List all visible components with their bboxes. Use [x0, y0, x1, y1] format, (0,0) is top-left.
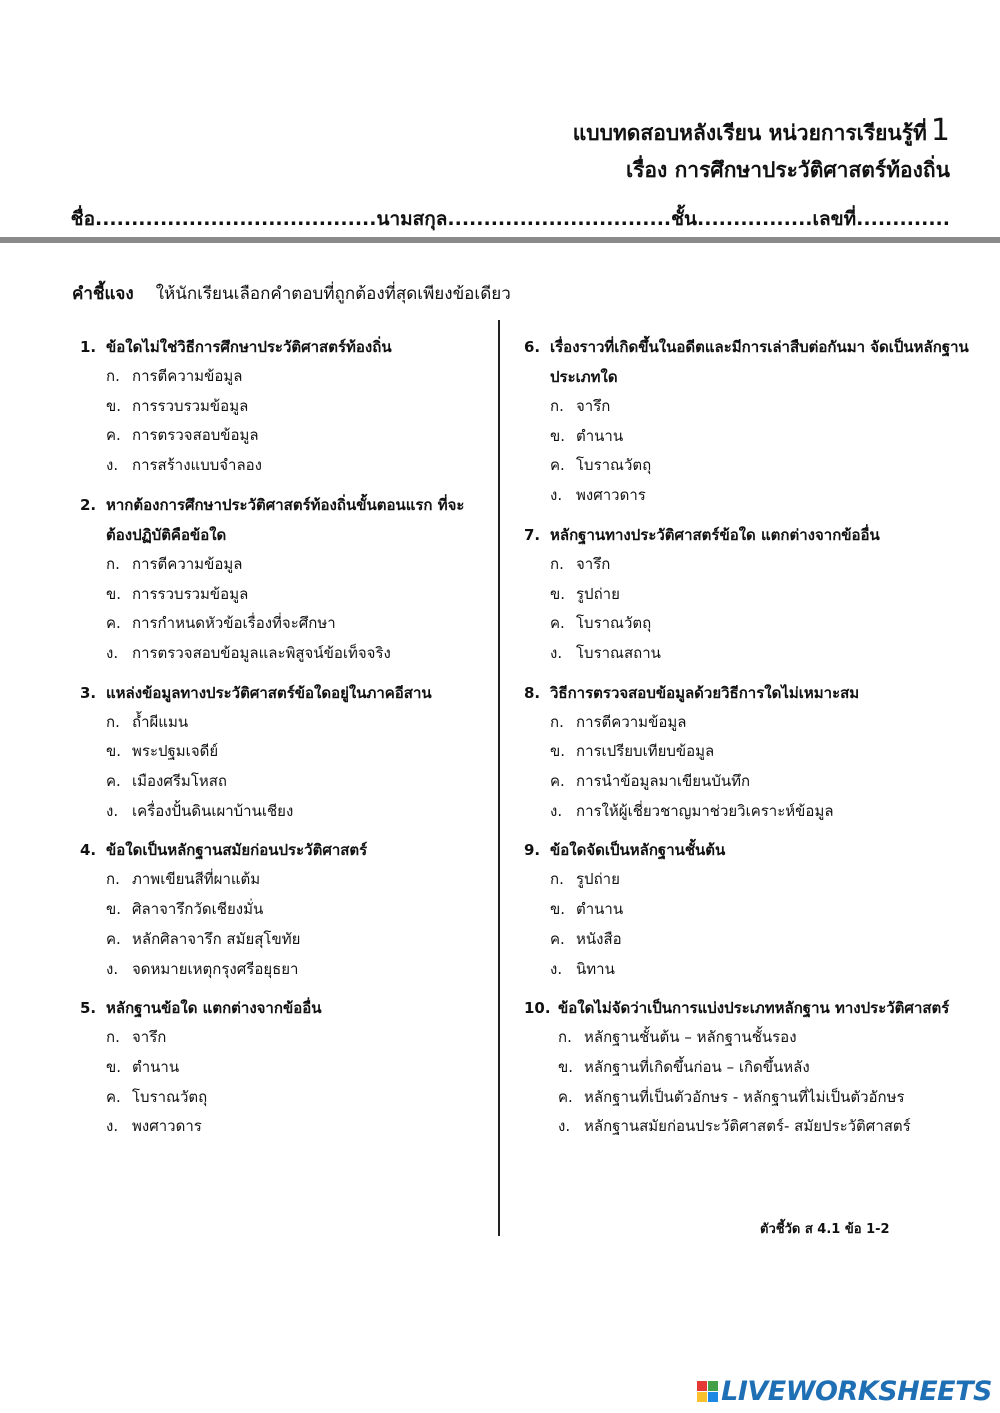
option-label: ง.: [550, 486, 563, 505]
instruction: [72, 280, 511, 307]
answer-option[interactable]: [524, 737, 969, 767]
logo-text: LIVEWORKSHEETS: [721, 1376, 992, 1407]
answer-option[interactable]: [524, 1083, 969, 1113]
instruction-label: คำชี้แจง: [72, 284, 134, 304]
option-label: ข.: [550, 426, 566, 445]
option-label: ก.: [106, 1028, 120, 1047]
option-label: ข.: [558, 1057, 574, 1076]
answer-option[interactable]: [80, 737, 485, 767]
liveworksheets-logo: [697, 1376, 992, 1407]
question-heading: [524, 835, 969, 865]
question-heading: [524, 678, 969, 708]
question-text: ข้อใดจัดเป็นหลักฐานชั้นต้น: [550, 841, 726, 860]
question-heading: [524, 332, 969, 392]
option-text: การตีความข้อมูล: [132, 367, 243, 385]
option-text: โบราณวัตถุ: [132, 1087, 208, 1106]
question-heading: [524, 520, 969, 550]
option-label: ง.: [106, 643, 119, 662]
option-label: ข.: [550, 584, 566, 603]
answer-option[interactable]: [80, 1112, 485, 1142]
option-label: ก.: [558, 1028, 572, 1047]
answer-option[interactable]: [80, 865, 485, 895]
option-text: การนำข้อมูลมาเขียนบันทึก: [576, 772, 751, 791]
option-text: การตรวจสอบข้อมูล: [132, 426, 259, 445]
option-text: โบราณสถาน: [576, 643, 661, 662]
answer-option[interactable]: [80, 1053, 485, 1083]
question-heading: [80, 490, 485, 550]
option-label: ก.: [550, 870, 564, 889]
option-label: ง.: [106, 801, 119, 820]
answer-option[interactable]: [524, 895, 969, 925]
option-text: ศิลาจารึกวัดเชียงมั่น: [132, 900, 264, 919]
question-number: 4.: [80, 841, 97, 860]
option-text: พงศาวดาร: [132, 1117, 202, 1136]
option-text: การตรวจสอบข้อมูลและพิสูจน์ข้อเท็จจริง: [132, 643, 391, 662]
option-text: หลักฐานสมัยก่อนประวัติศาสตร์- สมัยประวัติศาสตร์: [584, 1117, 911, 1136]
option-label: ข.: [106, 1057, 122, 1076]
option-text: หนังสือ: [576, 929, 622, 948]
option-label: ง.: [106, 456, 119, 475]
question-text: เรื่องราวที่เกิดขึ้นในอดีตและมีการเล่าสืบต่อกันมา จัดเป็นหลักฐานประเภทใด: [550, 338, 969, 386]
question-text: ข้อใดเป็นหลักฐานสมัยก่อนประวัติศาสตร์: [106, 841, 368, 860]
question-5: [80, 993, 485, 1142]
answer-option[interactable]: [80, 609, 485, 639]
answer-option[interactable]: [80, 925, 485, 955]
question-2: [80, 490, 485, 669]
question-text: แหล่งข้อมูลทางประวัติศาสตร์ข้อใดอยู่ในภาคอีสาน: [106, 683, 432, 702]
answer-option[interactable]: [524, 609, 969, 639]
question-number: 10.: [524, 999, 551, 1018]
column-divider: [498, 320, 500, 1236]
answer-option[interactable]: [524, 580, 969, 610]
option-text: การตีความข้อมูล: [132, 554, 243, 573]
option-text: พงศาวดาร: [576, 486, 646, 505]
question-3: [80, 678, 485, 827]
question-text: ข้อใดไม่จัดว่าเป็นการแบ่งประเภทหลักฐาน ทางประวัติศาสตร์: [558, 999, 950, 1018]
option-text: ภาพเขียนสีที่ผาแต้ม: [132, 870, 261, 889]
option-text: การตีความข้อมูล: [576, 712, 687, 731]
option-label: ก.: [106, 870, 120, 889]
question-heading: [80, 993, 485, 1023]
worksheet-subtitle: เรื่อง การศึกษาประวัติศาสตร์ท้องถิ่น: [625, 158, 950, 182]
option-label: ข.: [106, 742, 122, 761]
answer-option[interactable]: [80, 451, 485, 481]
question-text: วิธีการตรวจสอบข้อมูลด้วยวิธีการใดไม่เหมาะสม: [550, 683, 860, 702]
option-label: ค.: [550, 929, 565, 948]
question-heading: [80, 835, 485, 865]
answer-option[interactable]: [524, 422, 969, 452]
answer-option[interactable]: [524, 865, 969, 895]
option-label: ก.: [106, 554, 120, 573]
unit-number: 1: [930, 113, 950, 148]
option-text: การกำหนดหัวข้อเรื่องที่จะศึกษา: [132, 614, 336, 633]
option-label: ค.: [106, 426, 121, 445]
answer-option[interactable]: [80, 550, 485, 580]
option-label: ค.: [550, 614, 565, 633]
option-label: ค.: [550, 456, 565, 475]
option-text: หลักศิลาจารึก สมัยสุโขทัย: [132, 929, 301, 948]
option-text: นิทาน: [576, 959, 615, 978]
answer-option[interactable]: [80, 421, 485, 451]
question-number: 9.: [524, 841, 541, 860]
answer-option[interactable]: [80, 362, 485, 392]
option-label: ค.: [558, 1087, 573, 1106]
answer-option[interactable]: [524, 1023, 969, 1053]
answer-option[interactable]: [524, 550, 969, 580]
option-text: การรวบรวมข้อมูล: [132, 396, 249, 415]
option-text: หลักฐานที่เป็นตัวอักษร - หลักฐานที่ไม่เป็นตัวอักษร: [584, 1087, 905, 1106]
option-label: ค.: [106, 772, 121, 791]
answer-option[interactable]: [524, 1112, 969, 1142]
answer-option[interactable]: [524, 639, 969, 669]
option-text: การให้ผู้เชี่ยวชาญมาช่วยวิเคราะห์ข้อมูล: [576, 801, 834, 820]
answer-option[interactable]: [524, 797, 969, 827]
question-4: [80, 835, 485, 984]
question-text: หลักฐานทางประวัติศาสตร์ข้อใด แตกต่างจากข้ออื่น: [550, 525, 880, 544]
option-text: รูปถ่าย: [576, 584, 620, 603]
option-text: รูปถ่าย: [576, 870, 620, 889]
questions-column-right: [524, 332, 969, 1151]
question-10: [524, 993, 969, 1142]
option-label: ง.: [106, 959, 119, 978]
option-text: ตำนาน: [576, 900, 624, 919]
option-label: ข.: [550, 900, 566, 919]
answer-option[interactable]: [80, 708, 485, 738]
option-label: ข.: [550, 742, 566, 761]
question-1: [80, 332, 485, 481]
question-number: 5.: [80, 999, 97, 1018]
option-text: พระปฐมเจดีย์: [132, 742, 219, 761]
option-text: ตำนาน: [132, 1057, 180, 1076]
option-label: ง.: [550, 801, 563, 820]
option-label: ก.: [550, 554, 564, 573]
question-number: 3.: [80, 683, 97, 702]
option-text: จารึก: [576, 397, 611, 415]
answer-option[interactable]: [524, 451, 969, 481]
question-number: 6.: [524, 338, 541, 356]
question-heading: [524, 993, 969, 1023]
question-8: [524, 678, 969, 827]
student-info-line: ชื่อ.......................................นามสกุล...............................ชั้น................เลขที่.............: [70, 208, 950, 230]
option-label: ก.: [106, 367, 120, 385]
option-label: ข.: [106, 396, 122, 415]
option-label: ข.: [106, 584, 122, 603]
option-label: ง.: [558, 1117, 571, 1136]
option-label: ก.: [106, 712, 120, 731]
questions-column-left: [80, 332, 485, 1151]
answer-option[interactable]: [80, 392, 485, 422]
question-9: [524, 835, 969, 984]
option-text: ถ้ำผีแมน: [132, 712, 189, 731]
option-label: ค.: [550, 772, 565, 791]
question-text: หลักฐานข้อใด แตกต่างจากข้ออื่น: [106, 999, 322, 1018]
option-label: ค.: [106, 929, 121, 948]
question-number: 1.: [80, 338, 97, 356]
logo-blocks-icon: [697, 1381, 718, 1402]
answer-option[interactable]: [524, 767, 969, 797]
answer-option[interactable]: [80, 1023, 485, 1053]
option-text: ตำนาน: [576, 426, 624, 445]
option-text: เมืองศรีมโหสถ: [132, 772, 227, 791]
question-number: 7.: [524, 525, 541, 544]
worksheet-header: [573, 112, 950, 188]
option-text: จารึก: [132, 1028, 167, 1047]
indicator-note: ตัวชี้วัด ส 4.1 ข้อ 1-2: [760, 1222, 890, 1237]
instruction-text: ให้นักเรียนเลือกคำตอบที่ถูกต้องที่สุดเพียงข้อเดียว: [155, 284, 511, 304]
option-text: การสร้างแบบจำลอง: [132, 456, 262, 475]
answer-option[interactable]: [80, 797, 485, 827]
question-text: หากต้องการศึกษาประวัติศาสตร์ท้องถิ่นขั้นตอนแรก ที่จะต้องปฏิบัติคือข้อใด: [106, 495, 465, 544]
question-number: 2.: [80, 495, 97, 514]
option-label: ก.: [550, 712, 564, 731]
answer-option[interactable]: [524, 1053, 969, 1083]
option-text: หลักฐานชั้นต้น – หลักฐานชั้นรอง: [584, 1028, 797, 1047]
question-heading: [80, 332, 485, 362]
answer-option[interactable]: [80, 1083, 485, 1113]
answer-option[interactable]: [80, 580, 485, 610]
option-label: ง.: [550, 959, 563, 978]
option-text: จดหมายเหตุกรุงศรีอยุธยา: [132, 959, 299, 978]
answer-option[interactable]: [524, 481, 969, 511]
option-label: ค.: [106, 614, 121, 633]
option-text: เครื่องปั้นดินเผาบ้านเชียง: [132, 801, 294, 820]
option-label: ค.: [106, 1087, 121, 1106]
answer-option[interactable]: [80, 955, 485, 985]
question-number: 8.: [524, 683, 541, 702]
option-text: การรวบรวมข้อมูล: [132, 584, 249, 603]
question-6: [524, 332, 969, 511]
answer-option[interactable]: [524, 708, 969, 738]
answer-option[interactable]: [524, 955, 969, 985]
worksheet-title: [573, 112, 950, 152]
answer-option[interactable]: [524, 925, 969, 955]
option-text: หลักฐานที่เกิดขึ้นก่อน – เกิดขึ้นหลัง: [584, 1057, 810, 1076]
answer-option[interactable]: [524, 392, 969, 422]
question-heading: [80, 678, 485, 708]
header-divider: [0, 237, 1000, 243]
title-text: แบบทดสอบหลังเรียน หน่วยการเรียนรู้ที่: [572, 121, 927, 145]
option-label: ข.: [106, 900, 122, 919]
question-text: ข้อใดไม่ใช่วิธีการศึกษาประวัติศาสตร์ท้องถิ่น: [106, 338, 392, 356]
answer-option[interactable]: [80, 767, 485, 797]
option-text: การเปรียบเทียบข้อมูล: [576, 742, 715, 761]
answer-option[interactable]: [80, 895, 485, 925]
option-label: ง.: [550, 643, 563, 662]
option-text: โบราณวัตถุ: [576, 456, 652, 475]
answer-option[interactable]: [80, 639, 485, 669]
option-label: ง.: [106, 1117, 119, 1136]
option-text: จารึก: [576, 554, 611, 573]
option-label: ก.: [550, 397, 564, 415]
option-text: โบราณวัตถุ: [576, 614, 652, 633]
question-7: [524, 520, 969, 669]
